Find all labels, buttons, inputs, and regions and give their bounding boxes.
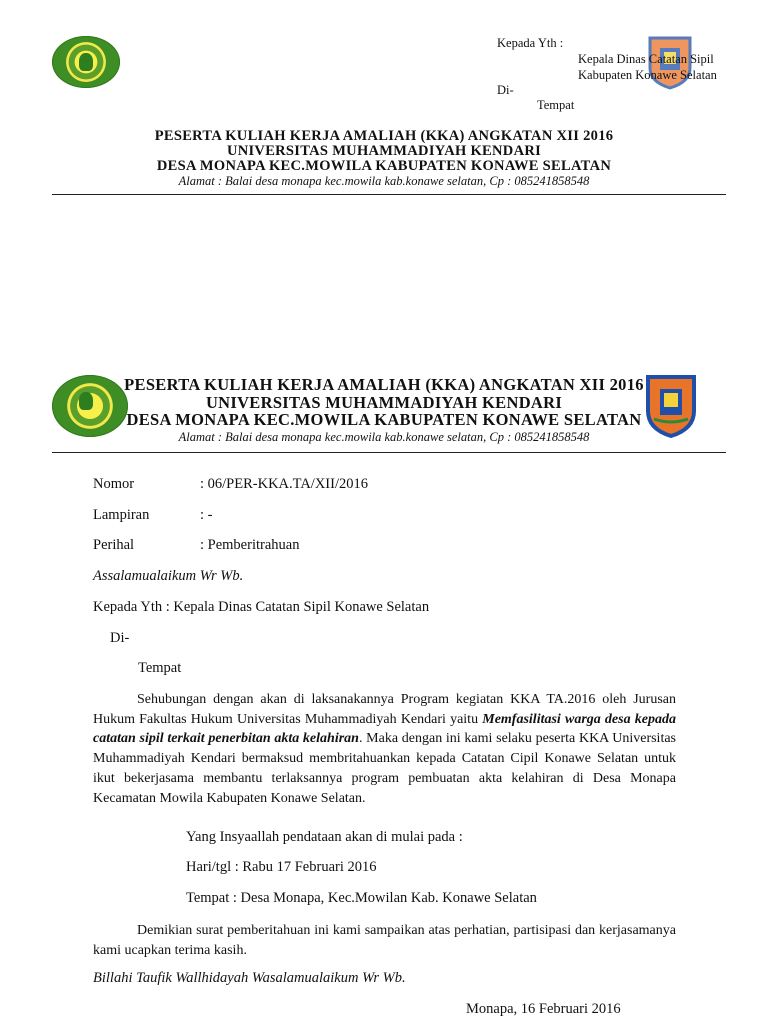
letterhead-top-line-3: DESA MONAPA KEC.MOWILA KABUPATEN KONAWE SELATAN [156,158,612,174]
letterhead-top-address: Alamat : Balai desa monapa kec.mowila kab.konawe selatan, Cp : 085241858548 [178,174,590,188]
di-label: Di- [110,630,130,646]
address-kepada-label: Kepada Yth : [497,36,564,50]
address-recipient-line-2: Kabupaten Konawe Selatan [578,68,717,82]
letterhead-line-2: UNIVERSITAS MUHAMMADIYAH KENDARI [205,392,563,412]
letterhead-top-line-1: PESERTA KULIAH KERJA AMALIAH (KKA) ANGKATAN XII 2016 [154,128,614,144]
body-paragraph-1-emphasis: Memfasilitasi warga desa kepada catatan sipil terkait penerbitan akta kelahiran [93,711,676,747]
letterhead-top-divider [52,194,726,195]
letterhead-main [0,376,768,445]
address-di-label: Di- [497,83,514,97]
tempat-label: Tempat [138,660,182,676]
schedule-intro: Yang Insyaallah pendataan akan di mulai pada : [186,829,463,845]
address-tempat-label: Tempat [537,98,575,112]
university-seal-icon [52,36,120,88]
closing-salam: Billahi Taufik Wallhidayah Wasalamualaikum Wr Wb. [93,970,406,986]
meta-label-perihal: Perihal [93,537,135,553]
letterhead-top [0,129,768,189]
letterhead-top-line-2: UNIVERSITAS MUHAMMADIYAH KENDARI [226,143,542,159]
schedule-place: Tempat : Desa Monapa, Kec.Mowilan Kab. Konawe Selatan [186,890,537,906]
letterhead-line-3: DESA MONAPA KEC.MOWILA KABUPATEN KONAWE SELATAN [126,410,642,429]
body-paragraph-1-text-end: . Maka dengan ini kami selaku peserta KKA Universitas Muhammadiyah Kendari bermaksud membritahuankan kepada Catatan Cipil Konawe Selatan untuk ikut bekerjasama membantu terlaksannya program pembuatan akta kelahiran di Desa Monapa Kecamatan Mowila Kabupaten Konawe Selatan. [93,731,677,806]
salutation: Assalamualaikum Wr Wb. [93,568,244,584]
letterhead-line-1: PESERTA KULIAH KERJA AMALIAH (KKA) ANGKATAN XII 2016 [124,375,644,394]
meta-value-lampiran: : - [200,507,213,523]
address-recipient-line-1: Kepala Dinas Catatan Sipil [578,52,714,66]
recipient-line: Kepada Yth : Kepala Dinas Catatan Sipil Konawe Selatan [93,599,430,615]
closing-paragraph: Demikian surat pemberitahuan ini kami sampaikan atas perhatian, partisipasi dan kerjasamanya kami ucapkan terima kasih. [93,923,676,958]
body-paragraph-1-text: Sehubungan dengan akan di laksanakannya Program kegiatan KKA TA.2016 oleh Jurusan Hukum Fakultas Hukum Universitas Muhammadiyah Kendari yaitu [93,692,676,727]
schedule-date: Hari/tgl : Rabu 17 Februari 2016 [186,859,377,875]
letterhead-address: Alamat : Balai desa monapa kec.mowila kab.konawe selatan, Cp : 085241858548 [178,429,590,444]
place-date: Monapa, 16 Februari 2016 [466,1001,621,1017]
meta-label-nomor: Nomor [93,476,135,492]
meta-value-nomor: : 06/PER-KKA.TA/XII/2016 [200,476,368,492]
body-paragraph-1 [93,690,676,808]
letterhead-divider [52,452,726,453]
meta-value-perihal: : Pemberitrahuan [200,537,300,553]
meta-label-lampiran: Lampiran [93,507,150,523]
